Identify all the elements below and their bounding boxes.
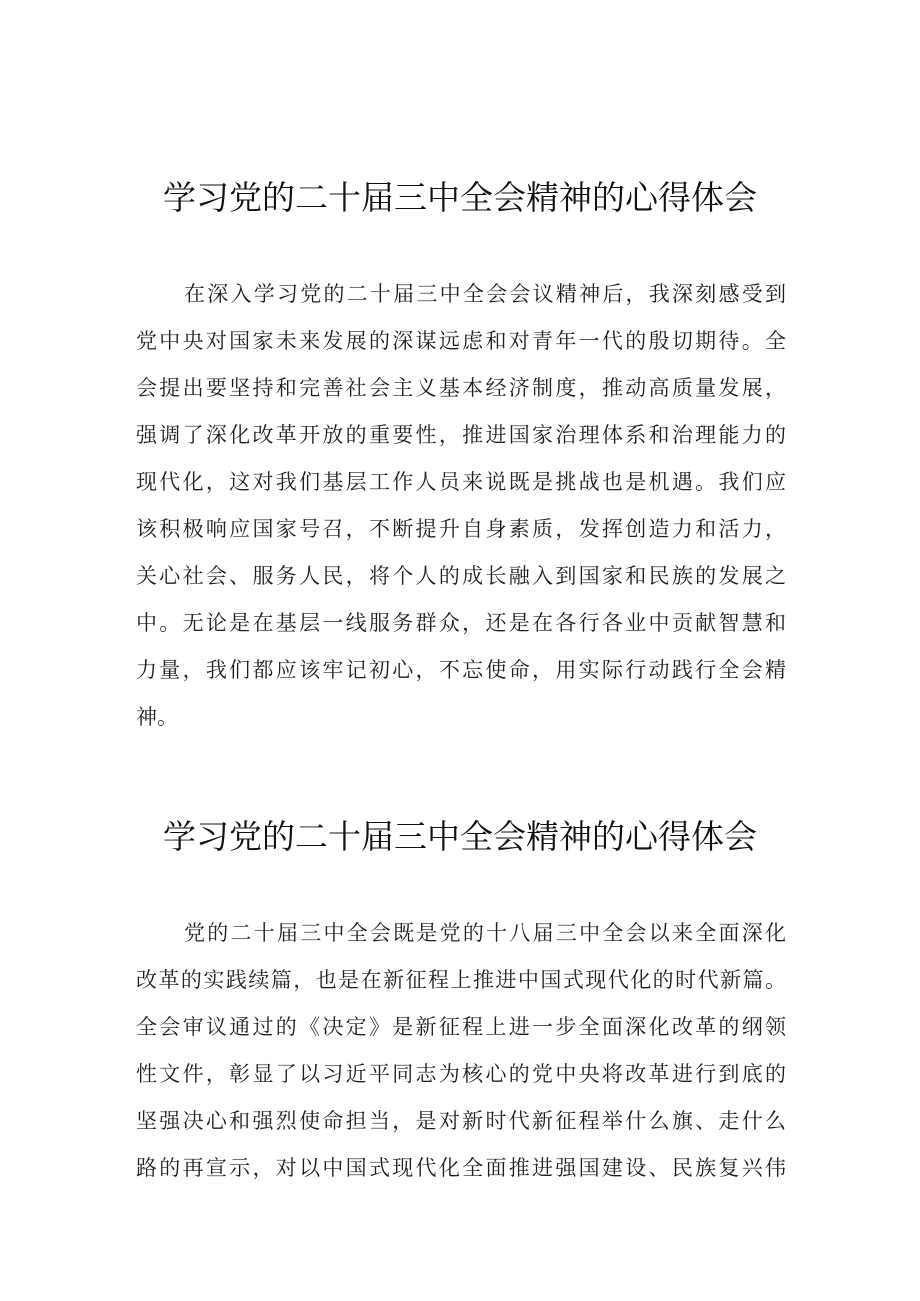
paragraph-line: 党的二十届三中全会既是党的十八届三中全会以来全面深化 <box>184 921 786 945</box>
paragraph-line: 中。无论是在基层一线服务群众，还是在各行各业中贡献智慧和 <box>136 611 786 635</box>
paragraph-line: 该积极响应国家号召，不断提升自身素质，发挥创造力和活力， <box>136 517 786 541</box>
paragraph-line: 强调了深化改革开放的重要性，推进国家治理体系和治理能力的 <box>136 423 786 447</box>
paragraph-line: 路的再宣示，对以中国式现代化全面推进强国建设、民族复兴伟 <box>136 1156 786 1180</box>
body-paragraph <box>136 910 786 1192</box>
paragraph-line: 会提出要坚持和完善社会主义基本经济制度，推动高质量发展， <box>136 376 786 400</box>
paragraph-line: 在深入学习党的二十届三中全会会议精神后，我深刻感受到 <box>184 282 786 306</box>
paragraph-line: 神。 <box>136 705 178 729</box>
paragraph-line: 关心社会、服务人民，将个人的成长融入到国家和民族的发展之 <box>136 564 786 588</box>
paragraph-line: 现代化，这对我们基层工作人员来说既是挑战也是机遇。我们应 <box>136 470 786 494</box>
paragraph-line: 性文件，彰显了以习近平同志为核心的党中央将改革进行到底的 <box>136 1062 786 1086</box>
section-title: 学习党的二十届三中全会精神的心得体会 <box>163 817 757 856</box>
paragraph-line: 全会审议通过的《决定》是新征程上进一步全面深化改革的纲领 <box>136 1015 786 1039</box>
paragraph-line: 改革的实践续篇，也是在新征程上推进中国式现代化的时代新篇。 <box>136 968 786 992</box>
body-paragraph <box>136 271 786 741</box>
paragraph-line: 坚强决心和强烈使命担当，是对新时代新征程举什么旗、走什么 <box>136 1109 786 1133</box>
paragraph-line: 力量，我们都应该牢记初心，不忘使命，用实际行动践行全会精 <box>136 658 786 682</box>
paragraph-line: 党中央对国家未来发展的深谋远虑和对青年一代的殷切期待。全 <box>136 329 786 353</box>
section-title: 学习党的二十届三中全会精神的心得体会 <box>163 178 757 217</box>
